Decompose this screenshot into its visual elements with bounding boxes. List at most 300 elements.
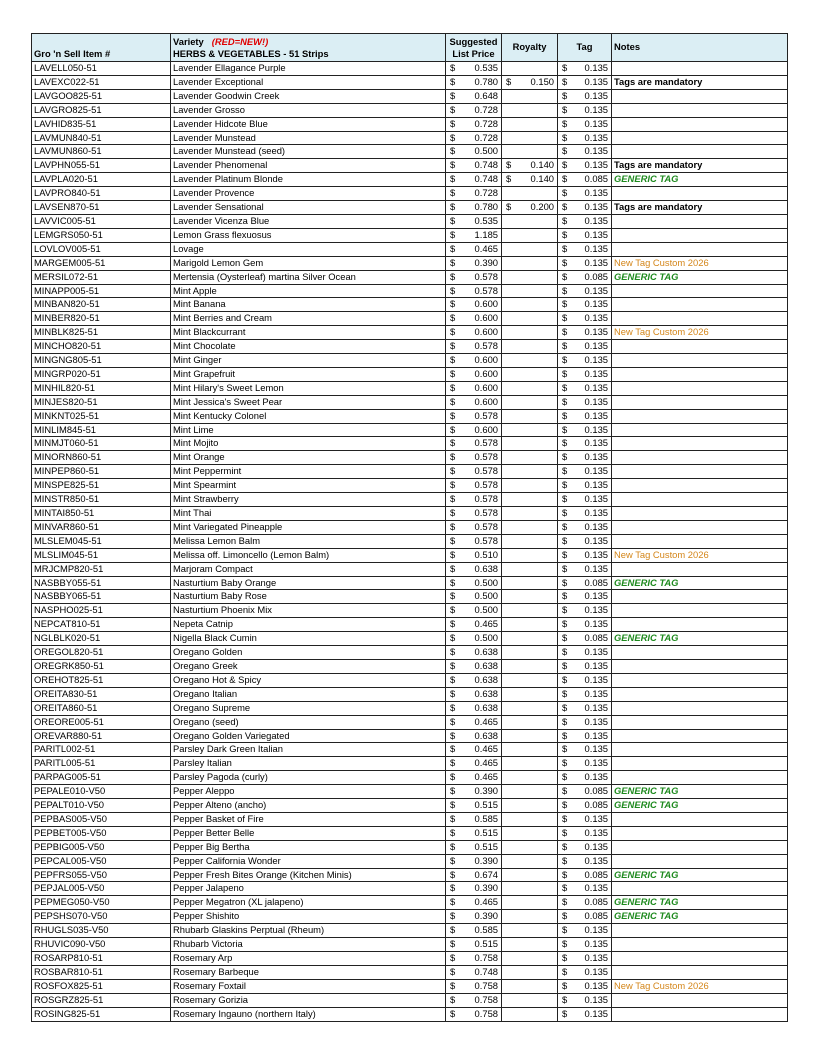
royalty-cell bbox=[502, 520, 558, 534]
tag-cell-value bbox=[560, 507, 609, 520]
header-new-flag: (RED=NEW!) bbox=[211, 36, 269, 47]
royalty-cell bbox=[502, 785, 558, 799]
tag-cell-amount: 0.135 bbox=[584, 75, 608, 87]
notes-cell bbox=[612, 131, 788, 145]
table-row bbox=[32, 896, 788, 910]
list-price-cell-value bbox=[448, 187, 499, 200]
variety-cell: Lavender Munstead bbox=[171, 131, 446, 145]
notes-cell bbox=[612, 507, 788, 521]
currency-symbol: $ bbox=[562, 145, 568, 157]
list-price-cell bbox=[446, 659, 502, 673]
currency-symbol: $ bbox=[562, 632, 568, 644]
currency-symbol: $ bbox=[562, 576, 568, 588]
tag-cell-amount: 0.135 bbox=[584, 520, 608, 532]
tag-cell bbox=[558, 62, 612, 76]
tag-cell bbox=[558, 340, 612, 354]
list-price-cell-value bbox=[448, 743, 499, 756]
currency-symbol: $ bbox=[562, 785, 568, 797]
list-price-cell-value bbox=[448, 90, 499, 103]
table-row bbox=[32, 632, 788, 646]
variety-cell: Nigella Black Cumin bbox=[171, 632, 446, 646]
notes-cell bbox=[612, 242, 788, 256]
variety-cell: Oregano Golden bbox=[171, 646, 446, 660]
list-price-cell bbox=[446, 910, 502, 924]
tag-cell bbox=[558, 604, 612, 618]
list-price-cell-amount: 0.578 bbox=[474, 507, 498, 518]
currency-symbol: $ bbox=[450, 354, 456, 366]
tag-cell-value bbox=[560, 90, 609, 103]
table-row bbox=[32, 618, 788, 632]
currency-symbol: $ bbox=[562, 826, 568, 838]
table-row bbox=[32, 979, 788, 993]
list-price-cell-value bbox=[448, 479, 499, 492]
currency-symbol: $ bbox=[450, 312, 456, 324]
variety-cell: Lavender Provence bbox=[171, 187, 446, 201]
list-price-cell-value bbox=[448, 465, 499, 478]
tag-cell bbox=[558, 618, 612, 632]
list-price-cell-amount: 0.535 bbox=[474, 62, 498, 73]
tag-cell-value bbox=[560, 841, 609, 854]
tag-cell-amount: 0.135 bbox=[584, 757, 608, 769]
notes-cell bbox=[612, 270, 788, 284]
notes-cell bbox=[612, 562, 788, 576]
tag-cell bbox=[558, 395, 612, 409]
tag-cell-value bbox=[560, 994, 609, 1007]
tag-cell-value bbox=[560, 771, 609, 784]
tag-cell-value bbox=[560, 340, 609, 353]
tag-cell-value bbox=[560, 549, 609, 562]
list-price-cell bbox=[446, 562, 502, 576]
list-price-cell-amount: 0.585 bbox=[474, 924, 498, 936]
item-number-cell: OREHOT825-51 bbox=[32, 673, 171, 687]
tag-cell bbox=[558, 284, 612, 298]
list-price-cell-value bbox=[448, 604, 499, 617]
tag-cell bbox=[558, 799, 612, 813]
tag-cell-value bbox=[560, 535, 609, 548]
list-price-cell-amount: 0.465 bbox=[474, 743, 498, 755]
currency-symbol: $ bbox=[450, 840, 456, 852]
list-price-cell bbox=[446, 520, 502, 534]
tag-cell-value bbox=[560, 465, 609, 478]
currency-symbol: $ bbox=[562, 715, 568, 727]
variety-cell: Oregano Italian bbox=[171, 687, 446, 701]
header-variety-label: Variety bbox=[173, 36, 204, 47]
tag-cell-value bbox=[560, 757, 609, 770]
currency-symbol: $ bbox=[450, 451, 456, 463]
tag-cell-value bbox=[560, 479, 609, 492]
variety-cell: Pepper Megatron (XL jalapeno) bbox=[171, 896, 446, 910]
tag-cell-amount: 0.135 bbox=[584, 145, 608, 157]
table-row bbox=[32, 993, 788, 1007]
currency-symbol: $ bbox=[450, 228, 456, 240]
notes-text: GENERIC TAG bbox=[614, 785, 679, 797]
royalty-cell bbox=[502, 326, 558, 340]
royalty-cell bbox=[502, 534, 558, 548]
notes-cell bbox=[612, 437, 788, 451]
currency-symbol: $ bbox=[562, 479, 568, 491]
list-price-cell-value bbox=[448, 674, 499, 687]
royalty-cell bbox=[502, 562, 558, 576]
notes-cell bbox=[612, 479, 788, 493]
tag-cell bbox=[558, 882, 612, 896]
list-price-cell bbox=[446, 201, 502, 215]
tag-cell-value bbox=[560, 813, 609, 826]
tag-cell bbox=[558, 910, 612, 924]
tag-cell-amount: 0.135 bbox=[584, 771, 608, 783]
list-price-cell-amount: 0.638 bbox=[474, 729, 498, 741]
list-price-cell-amount: 0.600 bbox=[474, 423, 498, 435]
item-number-cell: PEPFRS055-V50 bbox=[32, 868, 171, 882]
tag-cell-amount: 0.085 bbox=[584, 799, 608, 811]
variety-cell: Pepper Alteno (ancho) bbox=[171, 799, 446, 813]
item-number-cell: OREVAR880-51 bbox=[32, 729, 171, 743]
notes-cell bbox=[612, 812, 788, 826]
variety-cell: Mint Jessica's Sweet Pear bbox=[171, 395, 446, 409]
currency-symbol: $ bbox=[562, 562, 568, 574]
variety-cell: Pepper Jalapeno bbox=[171, 882, 446, 896]
item-number-cell: PARITL005-51 bbox=[32, 757, 171, 771]
list-price-cell bbox=[446, 173, 502, 187]
list-price-cell bbox=[446, 743, 502, 757]
currency-symbol: $ bbox=[450, 284, 456, 296]
currency-symbol: $ bbox=[450, 242, 456, 254]
royalty-cell-value bbox=[504, 201, 555, 214]
list-price-cell-value bbox=[448, 145, 499, 158]
list-price-cell-value bbox=[448, 646, 499, 659]
currency-symbol: $ bbox=[450, 938, 456, 950]
currency-symbol: $ bbox=[450, 771, 456, 783]
notes-cell bbox=[612, 520, 788, 534]
currency-symbol: $ bbox=[562, 771, 568, 783]
currency-symbol: $ bbox=[450, 910, 456, 922]
tag-cell-value bbox=[560, 674, 609, 687]
variety-cell: Marigold Lemon Gem bbox=[171, 256, 446, 270]
list-price-cell-amount: 0.748 bbox=[474, 159, 498, 171]
table-row bbox=[32, 590, 788, 604]
table-row bbox=[32, 381, 788, 395]
notes-cell bbox=[612, 729, 788, 743]
tag-cell-value bbox=[560, 451, 609, 464]
item-number-cell: NASBBY055-51 bbox=[32, 576, 171, 590]
tag-cell-amount: 0.135 bbox=[584, 340, 608, 352]
page-footer-mark bbox=[380, 1024, 440, 1028]
item-number-cell: LAVGOO825-51 bbox=[32, 89, 171, 103]
royalty-cell-value bbox=[504, 159, 555, 172]
currency-symbol: $ bbox=[562, 938, 568, 950]
list-price-cell bbox=[446, 896, 502, 910]
currency-symbol: $ bbox=[506, 201, 512, 213]
notes-cell bbox=[612, 117, 788, 131]
royalty-cell bbox=[502, 993, 558, 1007]
tag-cell-value bbox=[560, 312, 609, 325]
tag-cell bbox=[558, 979, 612, 993]
table-row bbox=[32, 62, 788, 76]
currency-symbol: $ bbox=[562, 743, 568, 755]
currency-symbol: $ bbox=[562, 965, 568, 977]
tag-cell-amount: 0.135 bbox=[584, 103, 608, 115]
tag-cell-amount: 0.135 bbox=[584, 826, 608, 838]
currency-symbol: $ bbox=[450, 117, 456, 129]
list-price-cell-value bbox=[448, 215, 499, 228]
table-row bbox=[32, 103, 788, 117]
list-price-cell bbox=[446, 89, 502, 103]
currency-symbol: $ bbox=[562, 618, 568, 630]
variety-cell: Rosemary Gorizia bbox=[171, 993, 446, 1007]
tag-cell-value bbox=[560, 62, 609, 75]
tag-cell-amount: 0.135 bbox=[584, 187, 608, 199]
item-number-cell: RHUVIC090-V50 bbox=[32, 938, 171, 952]
tag-cell-amount: 0.135 bbox=[584, 548, 608, 560]
currency-symbol: $ bbox=[450, 562, 456, 574]
item-number-cell: NEPCAT810-51 bbox=[32, 618, 171, 632]
item-number-cell: ROSARP810-51 bbox=[32, 952, 171, 966]
currency-symbol: $ bbox=[562, 131, 568, 143]
list-price-cell-amount: 0.600 bbox=[474, 298, 498, 310]
notes-cell bbox=[612, 687, 788, 701]
currency-symbol: $ bbox=[450, 618, 456, 630]
tag-cell bbox=[558, 117, 612, 131]
tag-cell bbox=[558, 145, 612, 159]
list-price-cell-value bbox=[448, 563, 499, 576]
list-price-cell bbox=[446, 979, 502, 993]
tag-cell bbox=[558, 159, 612, 173]
item-number-cell: LAVPRO840-51 bbox=[32, 187, 171, 201]
currency-symbol: $ bbox=[562, 701, 568, 713]
tag-cell-amount: 0.135 bbox=[584, 812, 608, 824]
tag-cell-amount: 0.135 bbox=[584, 965, 608, 977]
list-price-cell-amount: 0.780 bbox=[474, 201, 498, 213]
notes-text: GENERIC TAG bbox=[614, 270, 679, 282]
tag-cell-value bbox=[560, 702, 609, 715]
notes-cell bbox=[612, 451, 788, 465]
list-price-cell-amount: 0.600 bbox=[474, 326, 498, 338]
notes-cell bbox=[612, 757, 788, 771]
currency-symbol: $ bbox=[562, 507, 568, 518]
currency-symbol: $ bbox=[450, 952, 456, 963]
list-price-cell-value bbox=[448, 924, 499, 937]
item-number-cell: MINTAI850-51 bbox=[32, 507, 171, 521]
royalty-cell bbox=[502, 187, 558, 201]
currency-symbol: $ bbox=[450, 868, 456, 880]
table-row bbox=[32, 840, 788, 854]
tag-cell bbox=[558, 590, 612, 604]
currency-symbol: $ bbox=[450, 743, 456, 755]
currency-symbol: $ bbox=[450, 423, 456, 435]
tag-cell bbox=[558, 256, 612, 270]
tag-cell bbox=[558, 687, 612, 701]
tag-cell bbox=[558, 367, 612, 381]
royalty-cell-amount: 0.140 bbox=[530, 159, 554, 171]
list-price-cell bbox=[446, 576, 502, 590]
variety-cell: Lavender Vicenza Blue bbox=[171, 214, 446, 228]
tag-cell-value bbox=[560, 118, 609, 131]
currency-symbol: $ bbox=[450, 659, 456, 671]
list-price-cell-value bbox=[448, 340, 499, 353]
table-row bbox=[32, 715, 788, 729]
list-price-cell-value bbox=[448, 201, 499, 214]
tag-cell-value bbox=[560, 396, 609, 409]
list-price-cell-value bbox=[448, 716, 499, 729]
table-row bbox=[32, 340, 788, 354]
item-number-cell: MINKNT025-51 bbox=[32, 409, 171, 423]
notes-cell bbox=[612, 298, 788, 312]
list-price-cell-value bbox=[448, 632, 499, 645]
notes-cell bbox=[612, 743, 788, 757]
currency-symbol: $ bbox=[562, 673, 568, 685]
currency-symbol: $ bbox=[562, 910, 568, 922]
currency-symbol: $ bbox=[450, 924, 456, 936]
variety-cell: Oregano Supreme bbox=[171, 701, 446, 715]
list-price-cell bbox=[446, 381, 502, 395]
notes-cell bbox=[612, 785, 788, 799]
tag-cell bbox=[558, 646, 612, 660]
list-price-cell-value bbox=[448, 118, 499, 131]
currency-symbol: $ bbox=[562, 437, 568, 449]
royalty-cell-amount: 0.200 bbox=[530, 201, 554, 213]
table-row bbox=[32, 604, 788, 618]
royalty-cell bbox=[502, 632, 558, 646]
tag-cell-amount: 0.135 bbox=[584, 298, 608, 310]
tag-cell-value bbox=[560, 104, 609, 117]
notes-cell bbox=[612, 214, 788, 228]
notes-cell bbox=[612, 228, 788, 242]
tag-cell-value bbox=[560, 1008, 609, 1021]
currency-symbol: $ bbox=[562, 520, 568, 532]
variety-cell: Melissa Lemon Balm bbox=[171, 534, 446, 548]
variety-cell: Nasturtium Baby Orange bbox=[171, 576, 446, 590]
currency-symbol: $ bbox=[450, 493, 456, 505]
variety-cell: Marjoram Compact bbox=[171, 562, 446, 576]
list-price-cell-amount: 0.638 bbox=[474, 687, 498, 699]
tag-cell bbox=[558, 1007, 612, 1021]
tag-cell bbox=[558, 896, 612, 910]
list-price-cell-value bbox=[448, 730, 499, 743]
table-row bbox=[32, 354, 788, 368]
currency-symbol: $ bbox=[450, 632, 456, 644]
currency-symbol: $ bbox=[562, 367, 568, 379]
list-price-cell bbox=[446, 395, 502, 409]
tag-cell-amount: 0.135 bbox=[584, 687, 608, 699]
table-row bbox=[32, 868, 788, 882]
list-price-cell-value bbox=[448, 757, 499, 770]
list-price-cell bbox=[446, 840, 502, 854]
royalty-cell bbox=[502, 228, 558, 242]
tag-cell-amount: 0.135 bbox=[584, 228, 608, 240]
royalty-cell bbox=[502, 354, 558, 368]
list-price-cell-amount: 0.638 bbox=[474, 646, 498, 658]
tag-cell-amount: 0.135 bbox=[584, 479, 608, 491]
list-price-cell-value bbox=[448, 437, 499, 450]
list-price-cell bbox=[446, 673, 502, 687]
tag-cell bbox=[558, 743, 612, 757]
variety-cell: Lavender Exceptional bbox=[171, 75, 446, 89]
currency-symbol: $ bbox=[450, 715, 456, 727]
tag-cell-amount: 0.135 bbox=[584, 646, 608, 658]
table-row bbox=[32, 367, 788, 381]
table-row bbox=[32, 187, 788, 201]
currency-symbol: $ bbox=[450, 145, 456, 157]
tag-cell bbox=[558, 965, 612, 979]
variety-cell: Nasturtium Baby Rose bbox=[171, 590, 446, 604]
tag-cell-amount: 0.135 bbox=[584, 701, 608, 713]
tag-cell-amount: 0.135 bbox=[584, 381, 608, 393]
currency-symbol: $ bbox=[562, 979, 568, 991]
item-number-cell: OREGOL820-51 bbox=[32, 646, 171, 660]
list-price-cell bbox=[446, 340, 502, 354]
notes-cell bbox=[612, 89, 788, 103]
tag-cell-value bbox=[560, 493, 609, 506]
notes-cell bbox=[612, 145, 788, 159]
table-row bbox=[32, 451, 788, 465]
currency-symbol: $ bbox=[450, 62, 456, 73]
list-price-cell-amount: 0.515 bbox=[474, 799, 498, 811]
variety-cell: Mint Chocolate bbox=[171, 340, 446, 354]
list-price-cell-value bbox=[448, 271, 499, 284]
list-price-cell-amount: 0.758 bbox=[474, 1007, 498, 1019]
variety-cell: Parsley Dark Green Italian bbox=[171, 743, 446, 757]
item-number-cell: MINVAR860-51 bbox=[32, 520, 171, 534]
item-number-cell: LAVELL050-51 bbox=[32, 62, 171, 76]
list-price-cell bbox=[446, 715, 502, 729]
list-price-cell-amount: 0.578 bbox=[474, 409, 498, 421]
item-number-cell: PEPALE010-V50 bbox=[32, 785, 171, 799]
list-price-cell-value bbox=[448, 869, 499, 882]
tag-cell bbox=[558, 75, 612, 89]
currency-symbol: $ bbox=[562, 89, 568, 101]
table-row bbox=[32, 965, 788, 979]
tag-cell bbox=[558, 729, 612, 743]
list-price-cell bbox=[446, 687, 502, 701]
currency-symbol: $ bbox=[562, 381, 568, 393]
tag-cell bbox=[558, 326, 612, 340]
table-row bbox=[32, 757, 788, 771]
list-price-cell bbox=[446, 882, 502, 896]
tag-cell-value bbox=[560, 799, 609, 812]
currency-symbol: $ bbox=[562, 729, 568, 741]
notes-cell bbox=[612, 993, 788, 1007]
tag-cell-amount: 0.135 bbox=[584, 1007, 608, 1019]
list-price-cell-amount: 0.578 bbox=[474, 479, 498, 491]
tag-cell-value bbox=[560, 938, 609, 951]
royalty-cell bbox=[502, 757, 558, 771]
item-number-cell: LAVMUN840-51 bbox=[32, 131, 171, 145]
item-number-cell: LAVVIC005-51 bbox=[32, 214, 171, 228]
table-row bbox=[32, 910, 788, 924]
list-price-cell-value bbox=[448, 243, 499, 256]
notes-cell bbox=[612, 465, 788, 479]
notes-cell bbox=[612, 715, 788, 729]
list-price-cell bbox=[446, 785, 502, 799]
table-row bbox=[32, 214, 788, 228]
list-price-cell-value bbox=[448, 298, 499, 311]
tag-cell-amount: 0.135 bbox=[584, 451, 608, 463]
tag-cell-value bbox=[560, 646, 609, 659]
notes-cell bbox=[612, 673, 788, 687]
notes-cell bbox=[612, 284, 788, 298]
currency-symbol: $ bbox=[562, 548, 568, 560]
list-price-cell bbox=[446, 312, 502, 326]
variety-cell: Nasturtium Phoenix Mix bbox=[171, 604, 446, 618]
tag-cell-value bbox=[560, 201, 609, 214]
royalty-cell bbox=[502, 284, 558, 298]
list-price-cell-amount: 0.578 bbox=[474, 437, 498, 449]
notes-cell bbox=[612, 187, 788, 201]
tag-cell-amount: 0.135 bbox=[584, 979, 608, 991]
royalty-cell bbox=[502, 743, 558, 757]
list-price-cell-amount: 0.600 bbox=[474, 354, 498, 366]
royalty-cell bbox=[502, 840, 558, 854]
table-row bbox=[32, 409, 788, 423]
